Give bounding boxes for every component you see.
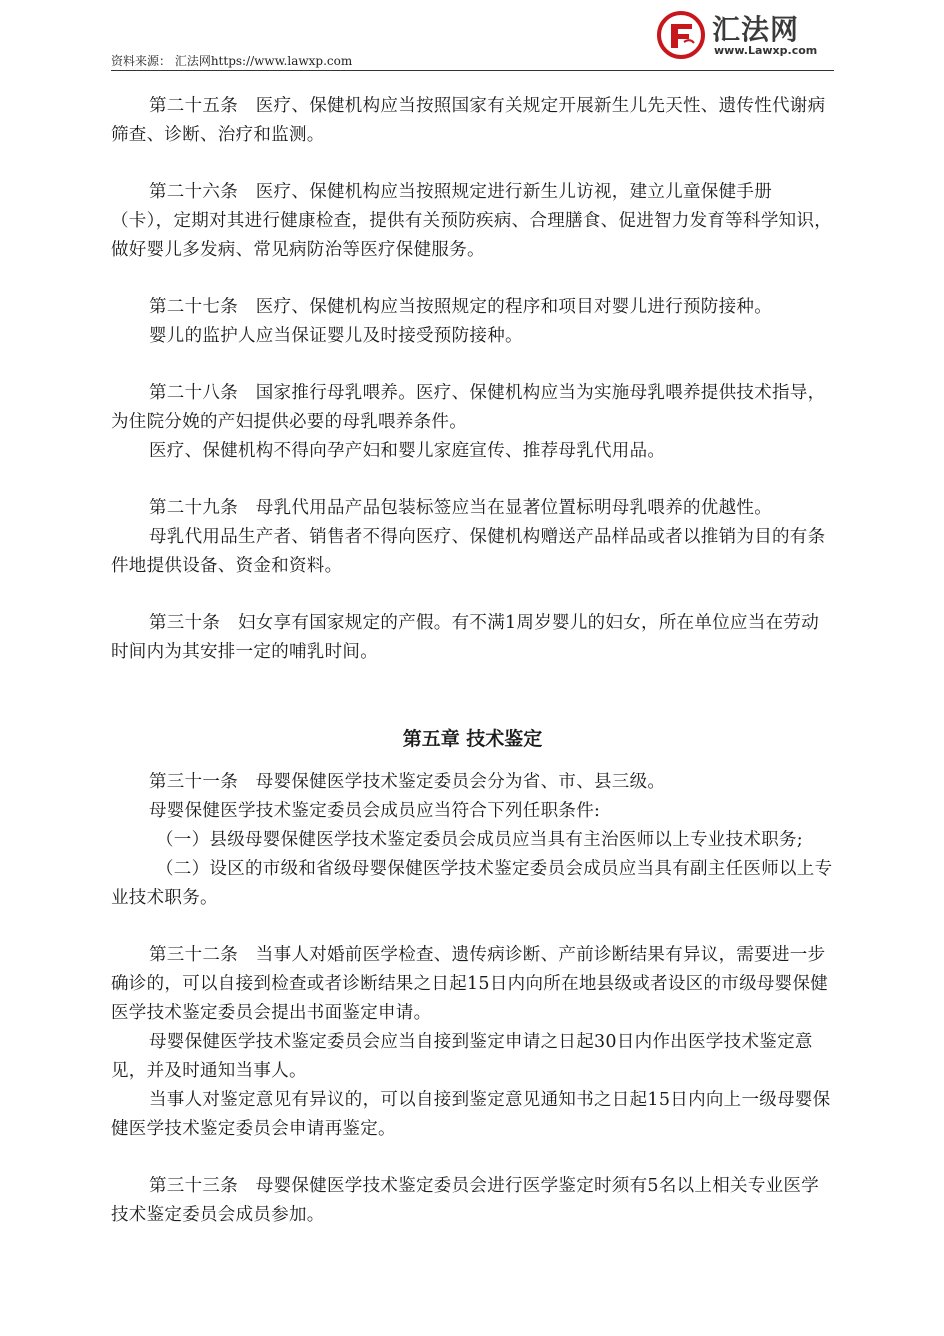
- article-31-para-2: 母婴保健医学技术鉴定委员会成员应当符合下列任职条件:: [149, 801, 601, 821]
- article-26: 第二十六条 医疗、保健机构应当按照规定进行新生儿访视，建立儿童保健手册（卡），定期对其进行健康检查，提供有关预防疾病、合理膳食、促进智力发育等科学知识，做好婴儿多发病、常见病防治等医疗保健服务。: [111, 182, 833, 260]
- article-32-para-2: 母婴保健医学技术鉴定委员会应当自接到鉴定申请之日起30日内作出医学技术鉴定意见，并及时通知当事人。: [111, 1032, 813, 1081]
- article-28: 第二十八条 国家推行母乳喂养。医疗、保健机构应当为实施母乳喂养提供技术指导，为住院分娩的产妇提供必要的母乳喂养条件。: [111, 383, 826, 432]
- logo-emblem-icon: [656, 10, 706, 60]
- site-logo[interactable]: [656, 6, 824, 62]
- article-25: 第二十五条 医疗、保健机构应当按照国家有关规定开展新生儿先天性、遗传性代谢病筛查、诊断、治疗和监测。: [111, 96, 826, 145]
- logo-name: 汇法网: [712, 13, 800, 46]
- article-30: 第三十条 妇女享有国家规定的产假。有不满1周岁婴儿的妇女，所在单位应当在劳动时间内为其安排一定的哺乳时间。: [111, 613, 820, 662]
- article-32-para-3: 当事人对鉴定意见有异议的，可以自接到鉴定意见通知书之日起15日内向上一级母婴保健医学技术鉴定委员会申请再鉴定。: [111, 1090, 831, 1139]
- article-27: 第二十七条 医疗、保健机构应当按照规定的程序和项目对婴儿进行预防接种。: [149, 297, 772, 317]
- article-28-para-2: 医疗、保健机构不得向孕产妇和婴儿家庭宣传、推荐母乳代用品。: [149, 441, 666, 461]
- page-header: [111, 0, 834, 71]
- source-line: 资料来源： 汇法网https://www.lawxp.com: [111, 54, 353, 68]
- article-33: 第三十三条 母婴保健医学技术鉴定委员会进行医学鉴定时须有5名以上相关专业医学技术鉴定委员会成员参加。: [111, 1176, 820, 1225]
- logo-url: www.Lawxp.com: [714, 44, 818, 57]
- article-31: 第三十一条 母婴保健医学技术鉴定委员会分为省、市、县三级。: [149, 772, 666, 792]
- article-27-para-2: 婴儿的监护人应当保证婴儿及时接受预防接种。: [149, 326, 523, 346]
- article-31-item-1: （一）县级母婴保健医学技术鉴定委员会成员应当具有主治医师以上专业技术职务;: [156, 830, 803, 850]
- chapter-title: 第五章 技术鉴定: [402, 728, 543, 750]
- article-32: 第三十二条 当事人对婚前医学检查、遗传病诊断、产前诊断结果有异议，需要进一步确诊的，可以自接到检查或者诊断结果之日起15日内向所在地县级或者设区的市级母婴保健医学技术鉴定委员会提出书面鉴定申请。: [111, 945, 829, 1023]
- article-29-para-2: 母乳代用品生产者、销售者不得向医疗、保健机构赠送产品样品或者以推销为目的有条件地提供设备、资金和资料。: [111, 527, 826, 576]
- article-31-item-2: （二）设区的市级和省级母婴保健医学技术鉴定委员会成员应当具有副主任医师以上专业技术职务。: [111, 859, 833, 908]
- document-body: [111, 92, 834, 1230]
- article-29: 第二十九条 母乳代用品产品包装标签应当在显著位置标明母乳喂养的优越性。: [149, 498, 772, 518]
